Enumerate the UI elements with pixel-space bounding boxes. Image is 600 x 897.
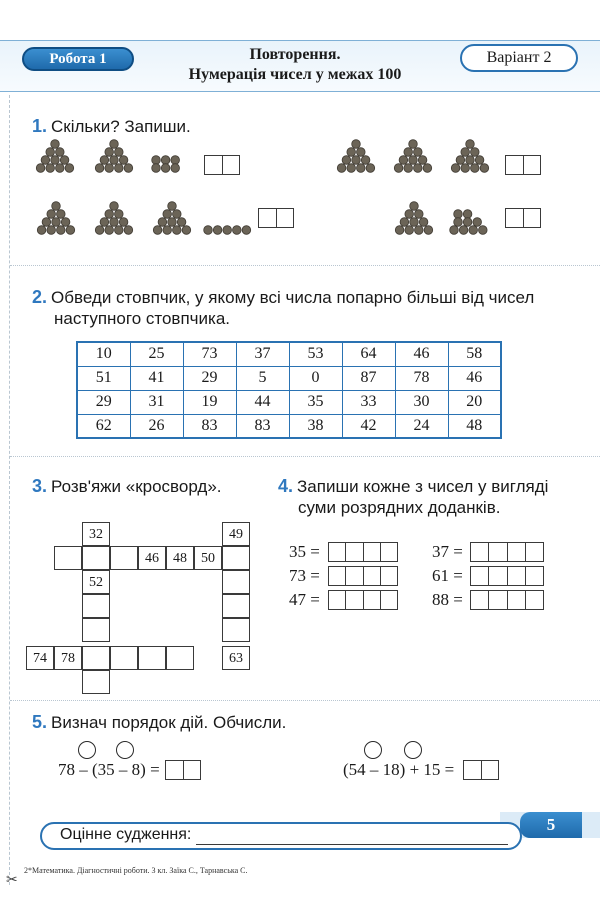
task-number: 5. (32, 712, 48, 732)
table-cell: 24 (395, 414, 448, 438)
assessment-label: Оцінне судження: (60, 826, 192, 843)
table-cell: 0 (289, 366, 342, 390)
crossword-cell-given: 74 (26, 646, 54, 670)
crossword-cell[interactable] (222, 618, 250, 642)
result-boxes-1[interactable] (165, 760, 201, 780)
crossword-cell[interactable] (82, 618, 110, 642)
table-cell: 33 (342, 390, 395, 414)
task-text: Скільки? Запиши. (51, 117, 191, 136)
table-cell: 46 (395, 342, 448, 366)
equation-label: 47 = (289, 590, 320, 609)
crossword-cell-given: 46 (138, 546, 166, 570)
table-cell: 48 (448, 414, 501, 438)
expression-2: (54 – 18) + 15 = (343, 760, 455, 779)
crossword-cell-given: 52 (82, 570, 110, 594)
crossword-cell[interactable] (110, 646, 138, 670)
table-cell: 29 (183, 366, 236, 390)
task-text-cont: суми розрядних доданків. (298, 498, 501, 517)
footer-note: 2*Математика. Діагностичні роботи. 3 кл. Заїка С., Тарнавська С. (24, 866, 248, 875)
table-cell: 26 (130, 414, 183, 438)
sum-answer-boxes[interactable] (328, 542, 398, 562)
table-cell: 44 (236, 390, 289, 414)
page-subtitle: Нумерація чисел у межах 100 (188, 66, 402, 83)
table-cell: 64 (342, 342, 395, 366)
table-cell: 29 (77, 390, 130, 414)
table-cell: 35 (289, 390, 342, 414)
order-circle[interactable] (116, 741, 134, 759)
sum-answer-boxes[interactable] (328, 566, 398, 586)
table-cell: 58 (448, 342, 501, 366)
table-cell: 87 (342, 366, 395, 390)
sum-answer-boxes[interactable] (328, 590, 398, 610)
table-cell: 31 (130, 390, 183, 414)
scissors-icon: ✂ (6, 873, 18, 888)
sum-answer-boxes[interactable] (470, 590, 544, 610)
task-4-heading (278, 476, 548, 497)
task-number: 1. (32, 116, 48, 136)
page-title: Повторення. (249, 46, 341, 63)
assessment-writing-line[interactable] (196, 844, 508, 845)
crossword-cell-given: 49 (222, 522, 250, 546)
task-text-cont: наступного стовпчика. (54, 309, 231, 328)
equation-label: 61 = (432, 566, 463, 585)
task-number: 4. (278, 476, 294, 496)
table-cell: 83 (236, 414, 289, 438)
table-cell: 19 (183, 390, 236, 414)
section-divider (10, 700, 600, 701)
crossword-cell[interactable] (110, 546, 138, 570)
crossword-cell[interactable] (222, 546, 250, 570)
table-cell: 62 (77, 414, 130, 438)
crossword-cell-given: 48 (166, 546, 194, 570)
table-cell: 46 (448, 366, 501, 390)
task-text: Обведи стовпчик, у якому всі числа попарно більші від чисел (51, 288, 535, 307)
crossword-cell[interactable] (82, 594, 110, 618)
task-number: 2. (32, 287, 48, 307)
task-number: 3. (32, 476, 48, 496)
table-cell: 78 (395, 366, 448, 390)
order-circle[interactable] (404, 741, 422, 759)
crossword-cell[interactable] (222, 570, 250, 594)
page-number: 5 (520, 812, 582, 838)
equation-label: 88 = (432, 590, 463, 609)
table-cell: 42 (342, 414, 395, 438)
crossword-cell-given: 78 (54, 646, 82, 670)
table-cell: 37 (236, 342, 289, 366)
crossword-cell-given: 32 (82, 522, 110, 546)
table-cell: 83 (183, 414, 236, 438)
table-cell: 53 (289, 342, 342, 366)
table-cell: 73 (183, 342, 236, 366)
table-cell: 51 (77, 366, 130, 390)
table-cell: 30 (395, 390, 448, 414)
task-text: Розв'яжи «кросворд». (51, 477, 222, 496)
crossword-cell[interactable] (82, 546, 110, 570)
equation-label: 35 = (289, 542, 320, 561)
crossword-cell-given: 63 (222, 646, 250, 670)
crossword-cell[interactable] (222, 594, 250, 618)
equation-label: 73 = (289, 566, 320, 585)
task-text: Запиши кожне з чисел у вигляді (297, 477, 549, 496)
crossword-cell[interactable] (54, 546, 82, 570)
table-cell: 10 (77, 342, 130, 366)
table-cell: 20 (448, 390, 501, 414)
sum-answer-boxes[interactable] (470, 566, 544, 586)
table-cell: 5 (236, 366, 289, 390)
variant-badge: Варіант 2 (460, 44, 578, 72)
table-cell: 38 (289, 414, 342, 438)
crossword-cell[interactable] (138, 646, 166, 670)
work-badge: Робота 1 (22, 47, 134, 71)
table-cell: 25 (130, 342, 183, 366)
crossword-cell[interactable] (82, 646, 110, 670)
task-text: Визнач порядок дій. Обчисли. (51, 713, 287, 732)
sum-answer-boxes[interactable] (470, 542, 544, 562)
expression-1: 78 – (35 – 8) = (58, 760, 160, 779)
crossword-cell[interactable] (82, 670, 110, 694)
equation-label: 37 = (432, 542, 463, 561)
crossword-cell-given: 50 (194, 546, 222, 570)
result-boxes-2[interactable] (463, 760, 499, 780)
task-5-heading (32, 712, 286, 733)
order-circle[interactable] (364, 741, 382, 759)
order-circle[interactable] (78, 741, 96, 759)
crossword-cell[interactable] (166, 646, 194, 670)
table-cell: 41 (130, 366, 183, 390)
